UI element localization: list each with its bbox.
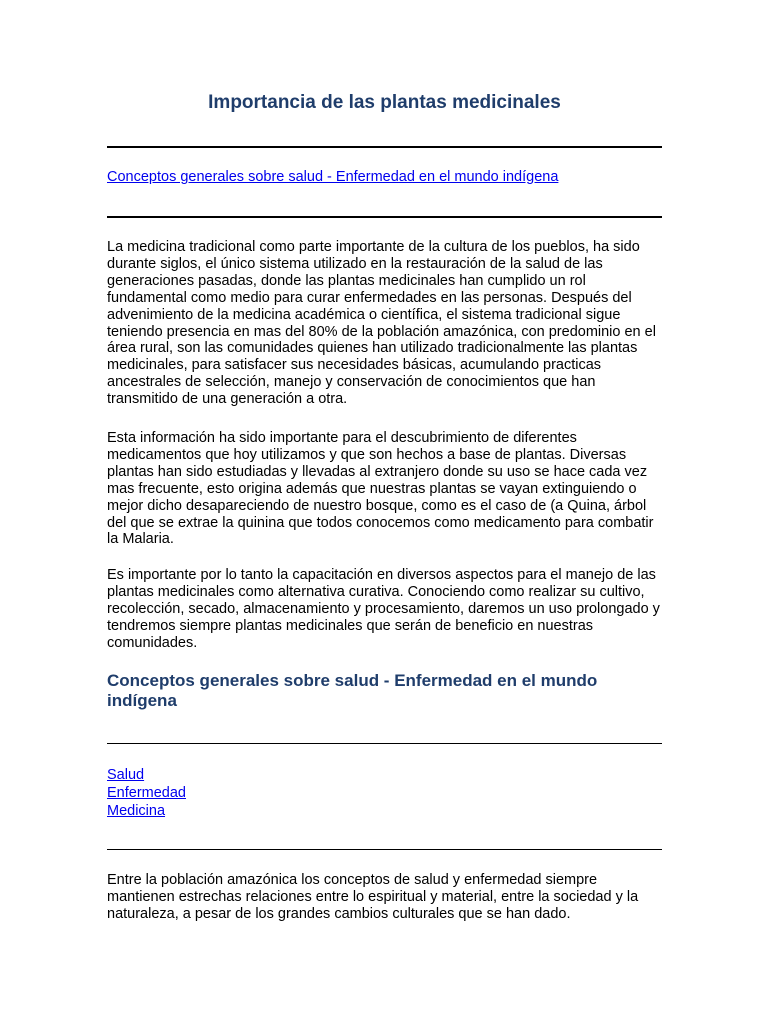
paragraph-closing: Entre la población amazónica los conceptos de salud y enfermedad siempre mantienen estrechas relaciones entre lo espiritual y material, entre la sociedad y la naturaleza, a pesar de los grandes cambios culturales que se han dado. [107, 872, 639, 922]
divider [107, 216, 662, 218]
section-heading: Conceptos generales sobre salud - Enfermedad en el mundo indígena [107, 671, 598, 710]
section-link-list [107, 766, 186, 820]
medicina-link[interactable]: Medicina [107, 803, 166, 819]
page-title: Importancia de las plantas medicinales [208, 92, 561, 113]
list-item [107, 802, 186, 820]
paragraph-training: Es importante por lo tanto la capacitación en diversos aspectos para el manejo de las plantas medicinales como alternativa curativa. Conociendo como realizar su cultivo, recolección, secado, almacenamiento y procesamiento, daremos un uso prolongado y tendremos siempre plantas medicinales que serán de beneficio en nuestras comunidades. [107, 567, 660, 651]
paragraph-intro: La medicina tradicional como parte importante de la cultura de los pueblos, ha sido durante siglos, el único sistema utilizado en la restauración de la salud de las generaciones pasadas, donde las plantas medicinales han cumplido un rol fundamental como medio para curar enfermedades en las personas. Después del advenimiento de la medicina académica o científica, el sistema tradicional sigue teniendo presencia en mas del 80% de la población amazónica, con predominio en el área rural, son las comunidades quienes han utilizado tradicionalmente las plantas medicinales, para satisfacer sus necesidades básicas, acumulando practicas ancestrales de selección, manejo y conservación de conocimientos que han transmitido de una generación a otra. [107, 239, 656, 408]
divider [107, 146, 662, 148]
salud-link[interactable]: Salud [107, 767, 145, 783]
concepts-link[interactable]: Conceptos generales sobre salud - Enfermedad en el mundo indígena [107, 169, 559, 185]
paragraph-discovery: Esta información ha sido importante para el descubrimiento de diferentes medicamentos que hoy utilizamos y que son hechos a base de plantas. Diversas plantas han sido estudiadas y llevadas al extranjero donde su uso se hace cada vez mas frecuente, esto origina además que nuestras plantas se vayan extinguiendo o mejor dicho desapareciendo de nuestro bosque, como es el caso de (a Quina, árbol del que se extrae la quinina que todos conocemos como medicamento para combatir la Malaria. [107, 430, 654, 548]
enfermedad-link[interactable]: Enfermedad [107, 785, 186, 801]
list-item [107, 784, 186, 802]
divider [107, 743, 662, 744]
list-item [107, 766, 186, 784]
divider [107, 849, 662, 850]
